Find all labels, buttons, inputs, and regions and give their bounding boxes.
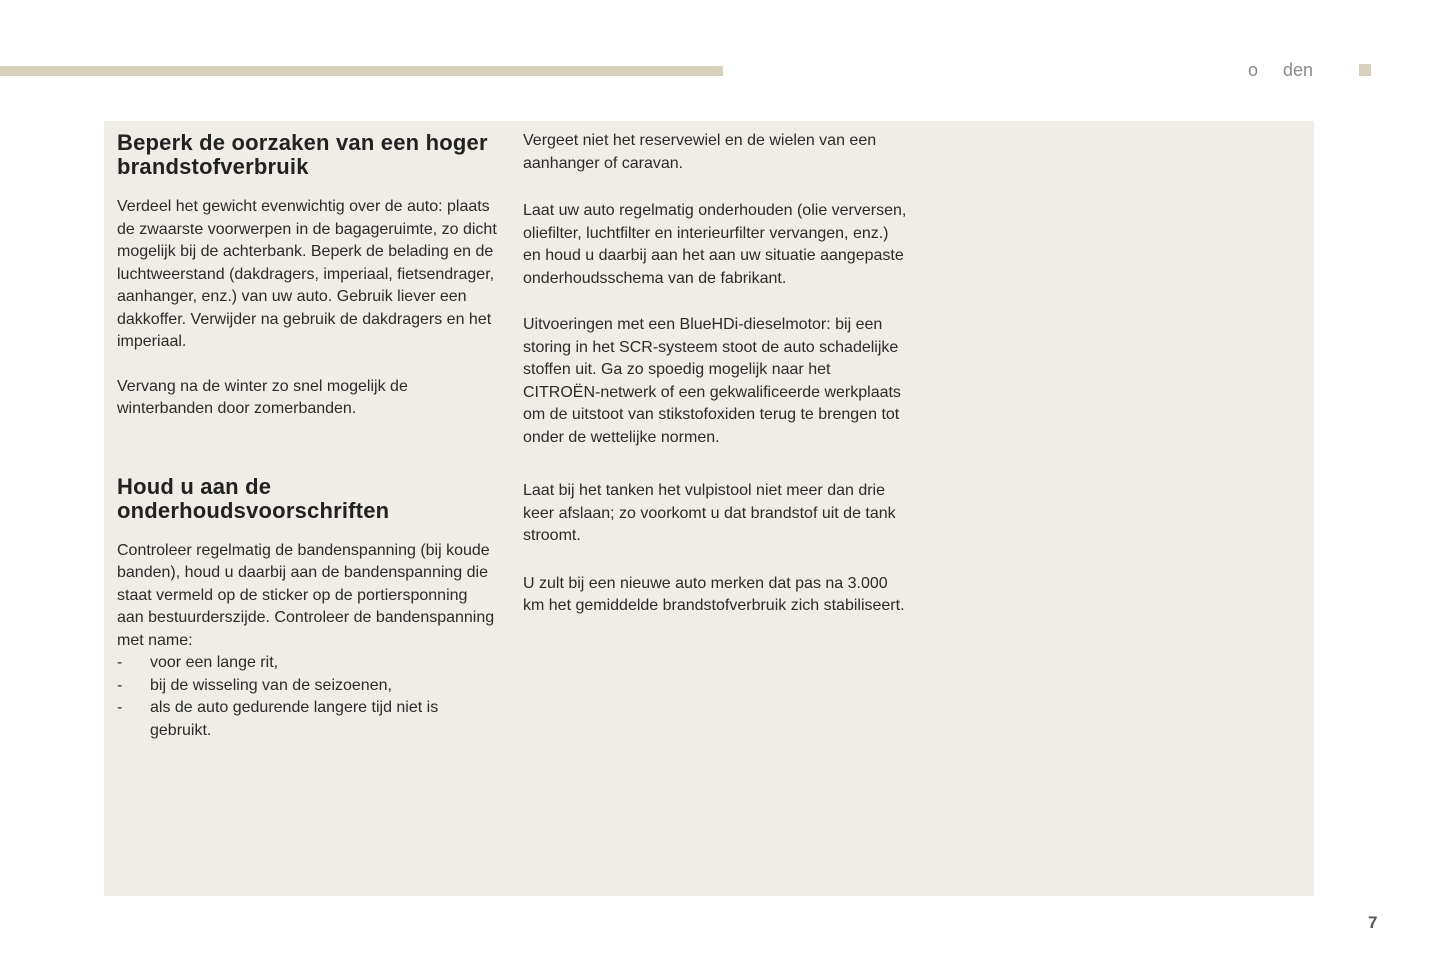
list-item: - voor een lange rit, (117, 654, 279, 671)
paragraph-regular-service: Laat uw auto regelmatig onderhouden (olie verversen, oliefilter, luchtfilter en interieurfilter vervangen, enz.) en houd u daarbij aan het aan uw situatie aangepaste onderhoudsschema van de fabrikant. (523, 202, 907, 287)
paragraph-weight-distribution: Verdeel het gewicht evenwichtig over de auto: plaats de zwaarste voorwerpen in de bagageruimte, zo dicht mogelijk bij de achterbank. Beperk de belading en de luchtweerstand (dakdragers, imperiaal, fietsendrager, aanhanger, enz.) van uw auto. Gebruik liever een dakkoffer. Verwijder na gebruik de dakdragers en het imperiaal. (117, 198, 497, 350)
header-accent-bar (0, 66, 723, 76)
tyre-check-list (117, 652, 497, 742)
paragraph-spare-wheel: Vergeet niet het reservewiel en de wielen van een aanhanger of caravan. (523, 132, 877, 172)
left-column (117, 131, 497, 742)
paragraph-new-car: U zult bij een nieuwe auto merken dat pas na 3.000 km het gemiddelde brandstofverbruik zich stabiliseert. (523, 574, 905, 614)
list-item: - bij de wisseling van de seizoenen, (117, 676, 392, 694)
paragraph-winter-tyres: Vervang na de winter zo snel mogelijk de winterbanden door zomerbanden. (117, 377, 408, 417)
heading-fuel-consumption: Beperk de oorzaken van een hoger brandstofverbruik (117, 130, 488, 179)
paragraph-refuelling: Laat bij het tanken het vulpistool niet meer dan drie keer afslaan; zo voorkomt u dat brandstof uit de tank stroomt. (523, 482, 896, 544)
list-item: - als de auto gedurende langere tijd niet is gebruikt. (117, 699, 439, 739)
paragraph-bluehdi: Uitvoeringen met een BlueHDi-dieselmotor: bij een storing in het SCR-systeem stoot de auto schadelijke stoffen uit. Ga zo spoedig mogelijk naar het CITROËN-netwerk of een gekwalificeerde werkplaats om de uitstoot van stikstofoxiden terug te brengen tot onder de wettelijke normen. (523, 316, 901, 446)
header-section-title: den (1283, 60, 1314, 80)
heading-maintenance: Houd u aan de onderhoudsvoorschriften (117, 473, 390, 523)
header-square-marker (1359, 64, 1371, 76)
page-number: 7 (1368, 913, 1378, 932)
header-letter: o (1248, 60, 1259, 80)
paragraph-tyre-pressure: Controleer regelmatig de bandenspanning (bij koude banden), houd u daarbij aan de bandenspanning die staat vermeld op de sticker op de portiersponning aan bestuurderszijde. Controleer de bandenspanning met name: (117, 541, 495, 649)
right-column (523, 130, 908, 618)
